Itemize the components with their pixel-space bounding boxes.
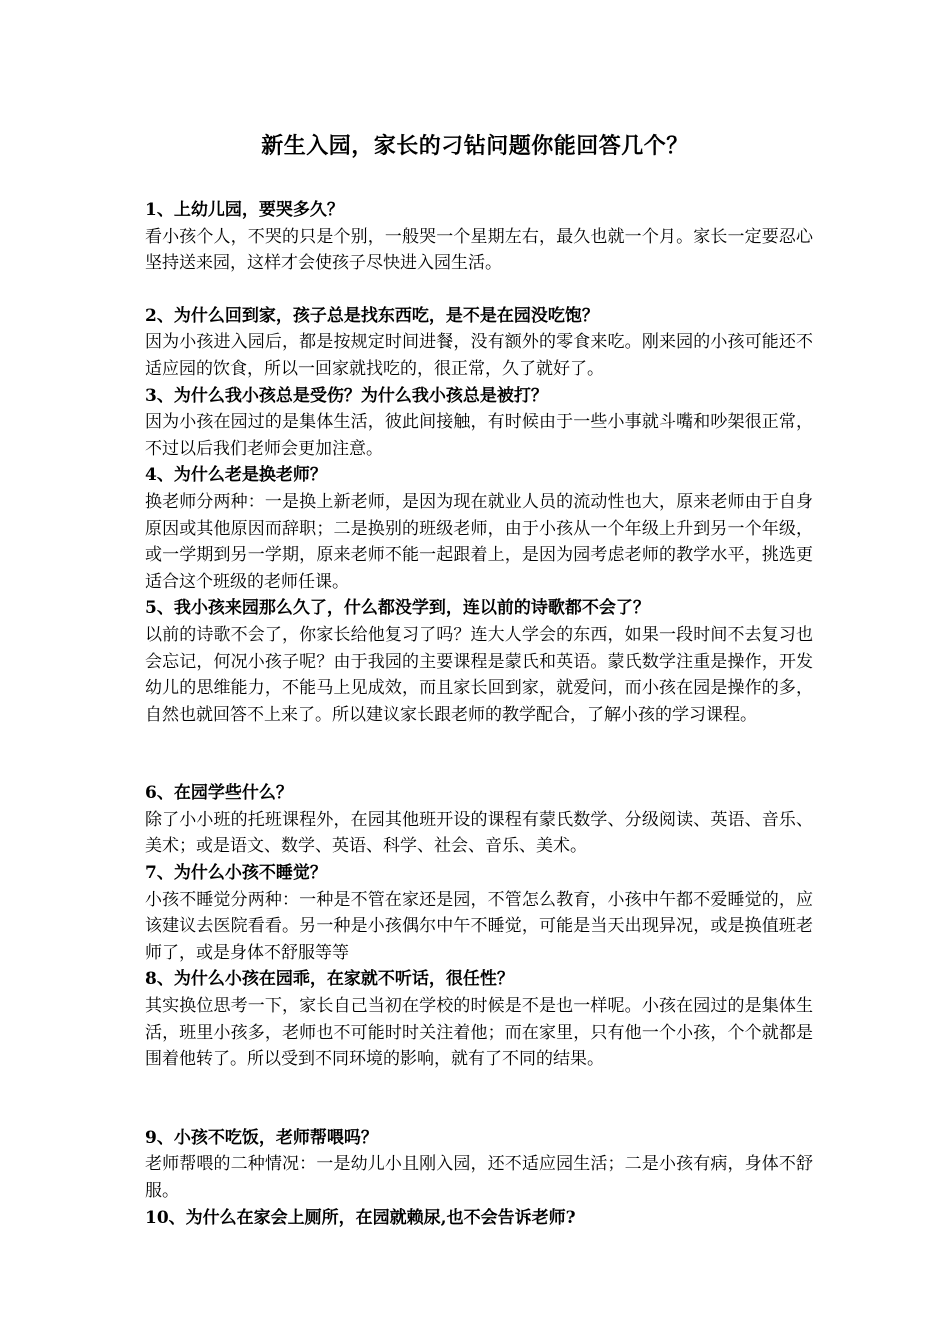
question-3: 3、为什么我小孩总是受伤？为什么我小孩总是被打？ <box>145 385 548 406</box>
answer-3: 因为小孩在园过的是集体生活，彼此间接触，有时候由于一些小事就斗嘴和吵架很正常，不过以后我们老师会更加注意。 <box>145 412 813 459</box>
question-9: 9、小孩不吃饭，老师帮喂吗？ <box>145 1127 378 1148</box>
question-7: 7、为什么小孩不睡觉？ <box>145 863 327 884</box>
qa-item-8 <box>145 966 813 1072</box>
question-8: 8、为什么小孩在园乖，在家就不听话，很任性？ <box>145 969 514 990</box>
qa-item-3 <box>145 383 813 463</box>
qa-list <box>145 197 813 1231</box>
qa-item-7 <box>145 860 813 966</box>
qa-item-6 <box>145 780 813 860</box>
qa-item-10 <box>145 1205 813 1232</box>
qa-item-2 <box>145 303 813 383</box>
qa-item-5 <box>145 595 813 728</box>
answer-9: 老师帮喂的二种情况：一是幼儿小且刚入园，还不适应园生活；二是小孩有病，身体不舒服。 <box>145 1154 813 1201</box>
qa-item-1 <box>145 197 813 277</box>
answer-1: 看小孩个人，不哭的只是个别，一般哭一个星期左右，最久也就一个月。家长一定要忍心坚持送来园，这样才会使孩子尽快进入园生活。 <box>145 226 813 274</box>
question-5: 5、我小孩来园那么久了，什么都没学到，连以前的诗歌都不会了？ <box>145 598 650 619</box>
question-10: 10、为什么在家会上厕所，在园就赖尿,也不会告诉老师? <box>145 1207 576 1228</box>
answer-2: 因为小孩进入园后，都是按规定时间进餐，没有额外的零食来吃。刚来园的小孩可能还不适应园的饮食，所以一回家就找吃的，很正常，久了就好了。 <box>145 332 813 379</box>
question-4: 4、为什么老是换老师？ <box>145 465 327 486</box>
answer-5: 以前的诗歌不会了，你家长给他复习了吗？连大人学会的东西，如果一段时间不去复习也会忘记，何况小孩子呢？由于我园的主要课程是蒙氏和英语。蒙氏数学注重是操作，开发幼儿的思维能力，不能马上见成效，而且家长回到家，就爱问，而小孩在园是操作的多，自然也就回答不上来了。所以建议家长跟老师的教学配合，了解小孩的学习课程。 <box>145 624 813 725</box>
qa-item-9 <box>145 1125 813 1205</box>
answer-4: 换老师分两种：一是换上新老师，是因为现在就业人员的流动性也大，原来老师由于自身原因或其他原因而辞职；二是换别的班级老师，由于小孩从一个年级上升到另一个年级，或一学期到另一学期，原来老师不能一起跟着上，是因为园考虑老师的教学水平，挑选更适合这个班级的老师任课。 <box>145 491 813 592</box>
document-title: 新生入园，家长的刁钻问题你能回答几个？ <box>261 133 689 159</box>
question-6: 6、在园学些什么？ <box>145 783 293 804</box>
answer-8: 其实换位思考一下，家长自己当初在学校的时候是不是也一样呢。小孩在园过的是集体生活，班里小孩多，老师也不可能时时关注着他；而在家里，只有他一个小孩，个个就都是围着他转了。所以受到不同环境的影响，就有了不同的结果。 <box>145 996 813 1070</box>
answer-6: 除了小小班的托班课程外，在园其他班开设的课程有蒙氏数学、分级阅读、英语、音乐、美术；或是语文、数学、英语、科学、社会、音乐、美术。 <box>145 809 813 857</box>
answer-7: 小孩不睡觉分两种：一种是不管在家还是园，不管怎么教育，小孩中午都不爱睡觉的，应该建议去医院看看。另一种是小孩偶尔中午不睡觉，可能是当天出现异况，或是换值班老师了，或是身体不舒服等等 <box>145 889 813 963</box>
question-2: 2、为什么回到家，孩子总是找东西吃，是不是在园没吃饱？ <box>145 305 599 326</box>
qa-item-4 <box>145 462 813 595</box>
question-1: 1、上幼儿园，要哭多久？ <box>145 200 344 220</box>
